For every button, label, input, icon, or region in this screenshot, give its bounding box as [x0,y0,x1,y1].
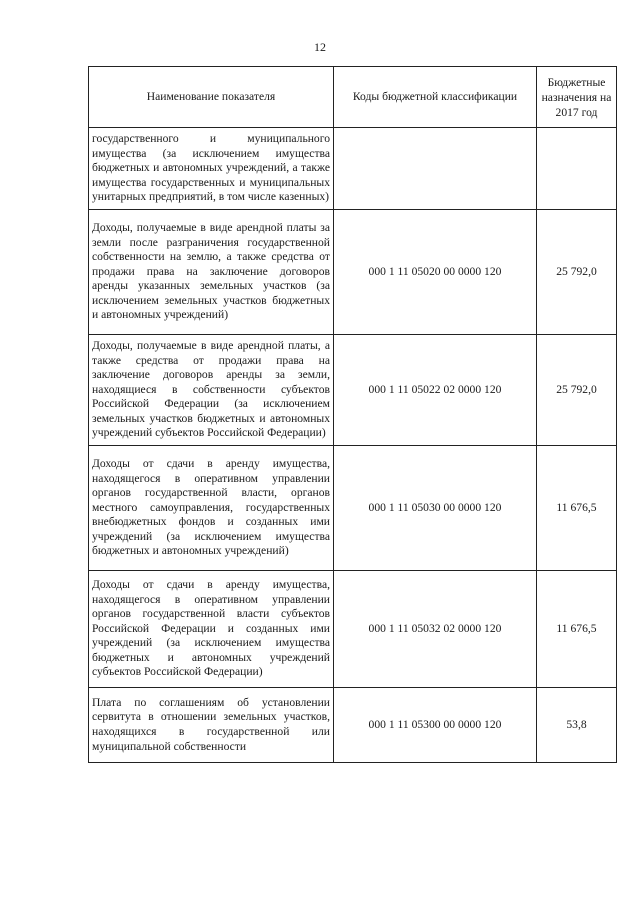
indicator-name: Доходы, получаемые в виде арендной платы, а также средства от продажи права на заключение договоров аренды за земли, находящиеся в собственности субъектов Российской Федерации (за исключением земельных участков бюджетных и автономных учреждений субъектов Российской Федерации) [89,335,334,446]
budget-amount: 53,8 [537,688,617,763]
classification-code: 000 1 11 05300 00 0000 120 [334,688,537,763]
budget-table [88,66,617,763]
indicator-name: государственного и муниципального имущества (за исключением имущества бюджетных и автономных учреждений, а также имущества государственных и муниципальных унитарных предприятий, в том числе казенных) [89,128,334,210]
classification-code: 000 1 11 05030 00 0000 120 [334,446,537,571]
classification-code: 000 1 11 05020 00 0000 120 [334,210,537,335]
header-amount: Бюджетные назначения на 2017 год [537,67,617,128]
table-row [89,335,617,446]
table-header-row [89,67,617,128]
indicator-name: Плата по соглашениям об установлении сервитута в отношении земельных участков, находящихся в государственной или муниципальной собственности [89,688,334,763]
budget-amount: 25 792,0 [537,210,617,335]
table-row [89,210,617,335]
budget-amount [537,128,617,210]
indicator-name: Доходы от сдачи в аренду имущества, находящегося в оперативном управлении органов государственной власти, органов местного самоуправления, государственных внебюджетных фондов и созданных ими учреждений (за исключением имущества бюджетных и автономных учреждений) [89,446,334,571]
indicator-name: Доходы от сдачи в аренду имущества, находящегося в оперативном управлении органов государственной власти субъектов Российской Федерации и созданных ими учреждений (за исключением имущества бюджетных и автономных учреждений субъектов Российской Федерации) [89,571,334,688]
table-row [89,128,617,210]
classification-code [334,128,537,210]
budget-amount: 25 792,0 [537,335,617,446]
header-code: Коды бюджетной классификации [334,67,537,128]
budget-amount: 11 676,5 [537,446,617,571]
header-name: Наименование показателя [89,67,334,128]
page-number: 12 [314,40,326,54]
classification-code: 000 1 11 05022 02 0000 120 [334,335,537,446]
classification-code: 000 1 11 05032 02 0000 120 [334,571,537,688]
table-row [89,446,617,571]
table-row [89,688,617,763]
table-row [89,571,617,688]
budget-amount: 11 676,5 [537,571,617,688]
indicator-name: Доходы, получаемые в виде арендной платы за земли после разграничения государственной собственности на землю, а также средства от продажи права на заключение договоров аренды указанных земельных участков (за исключением земельных участков бюджетных и автономных учреждений) [89,210,334,335]
